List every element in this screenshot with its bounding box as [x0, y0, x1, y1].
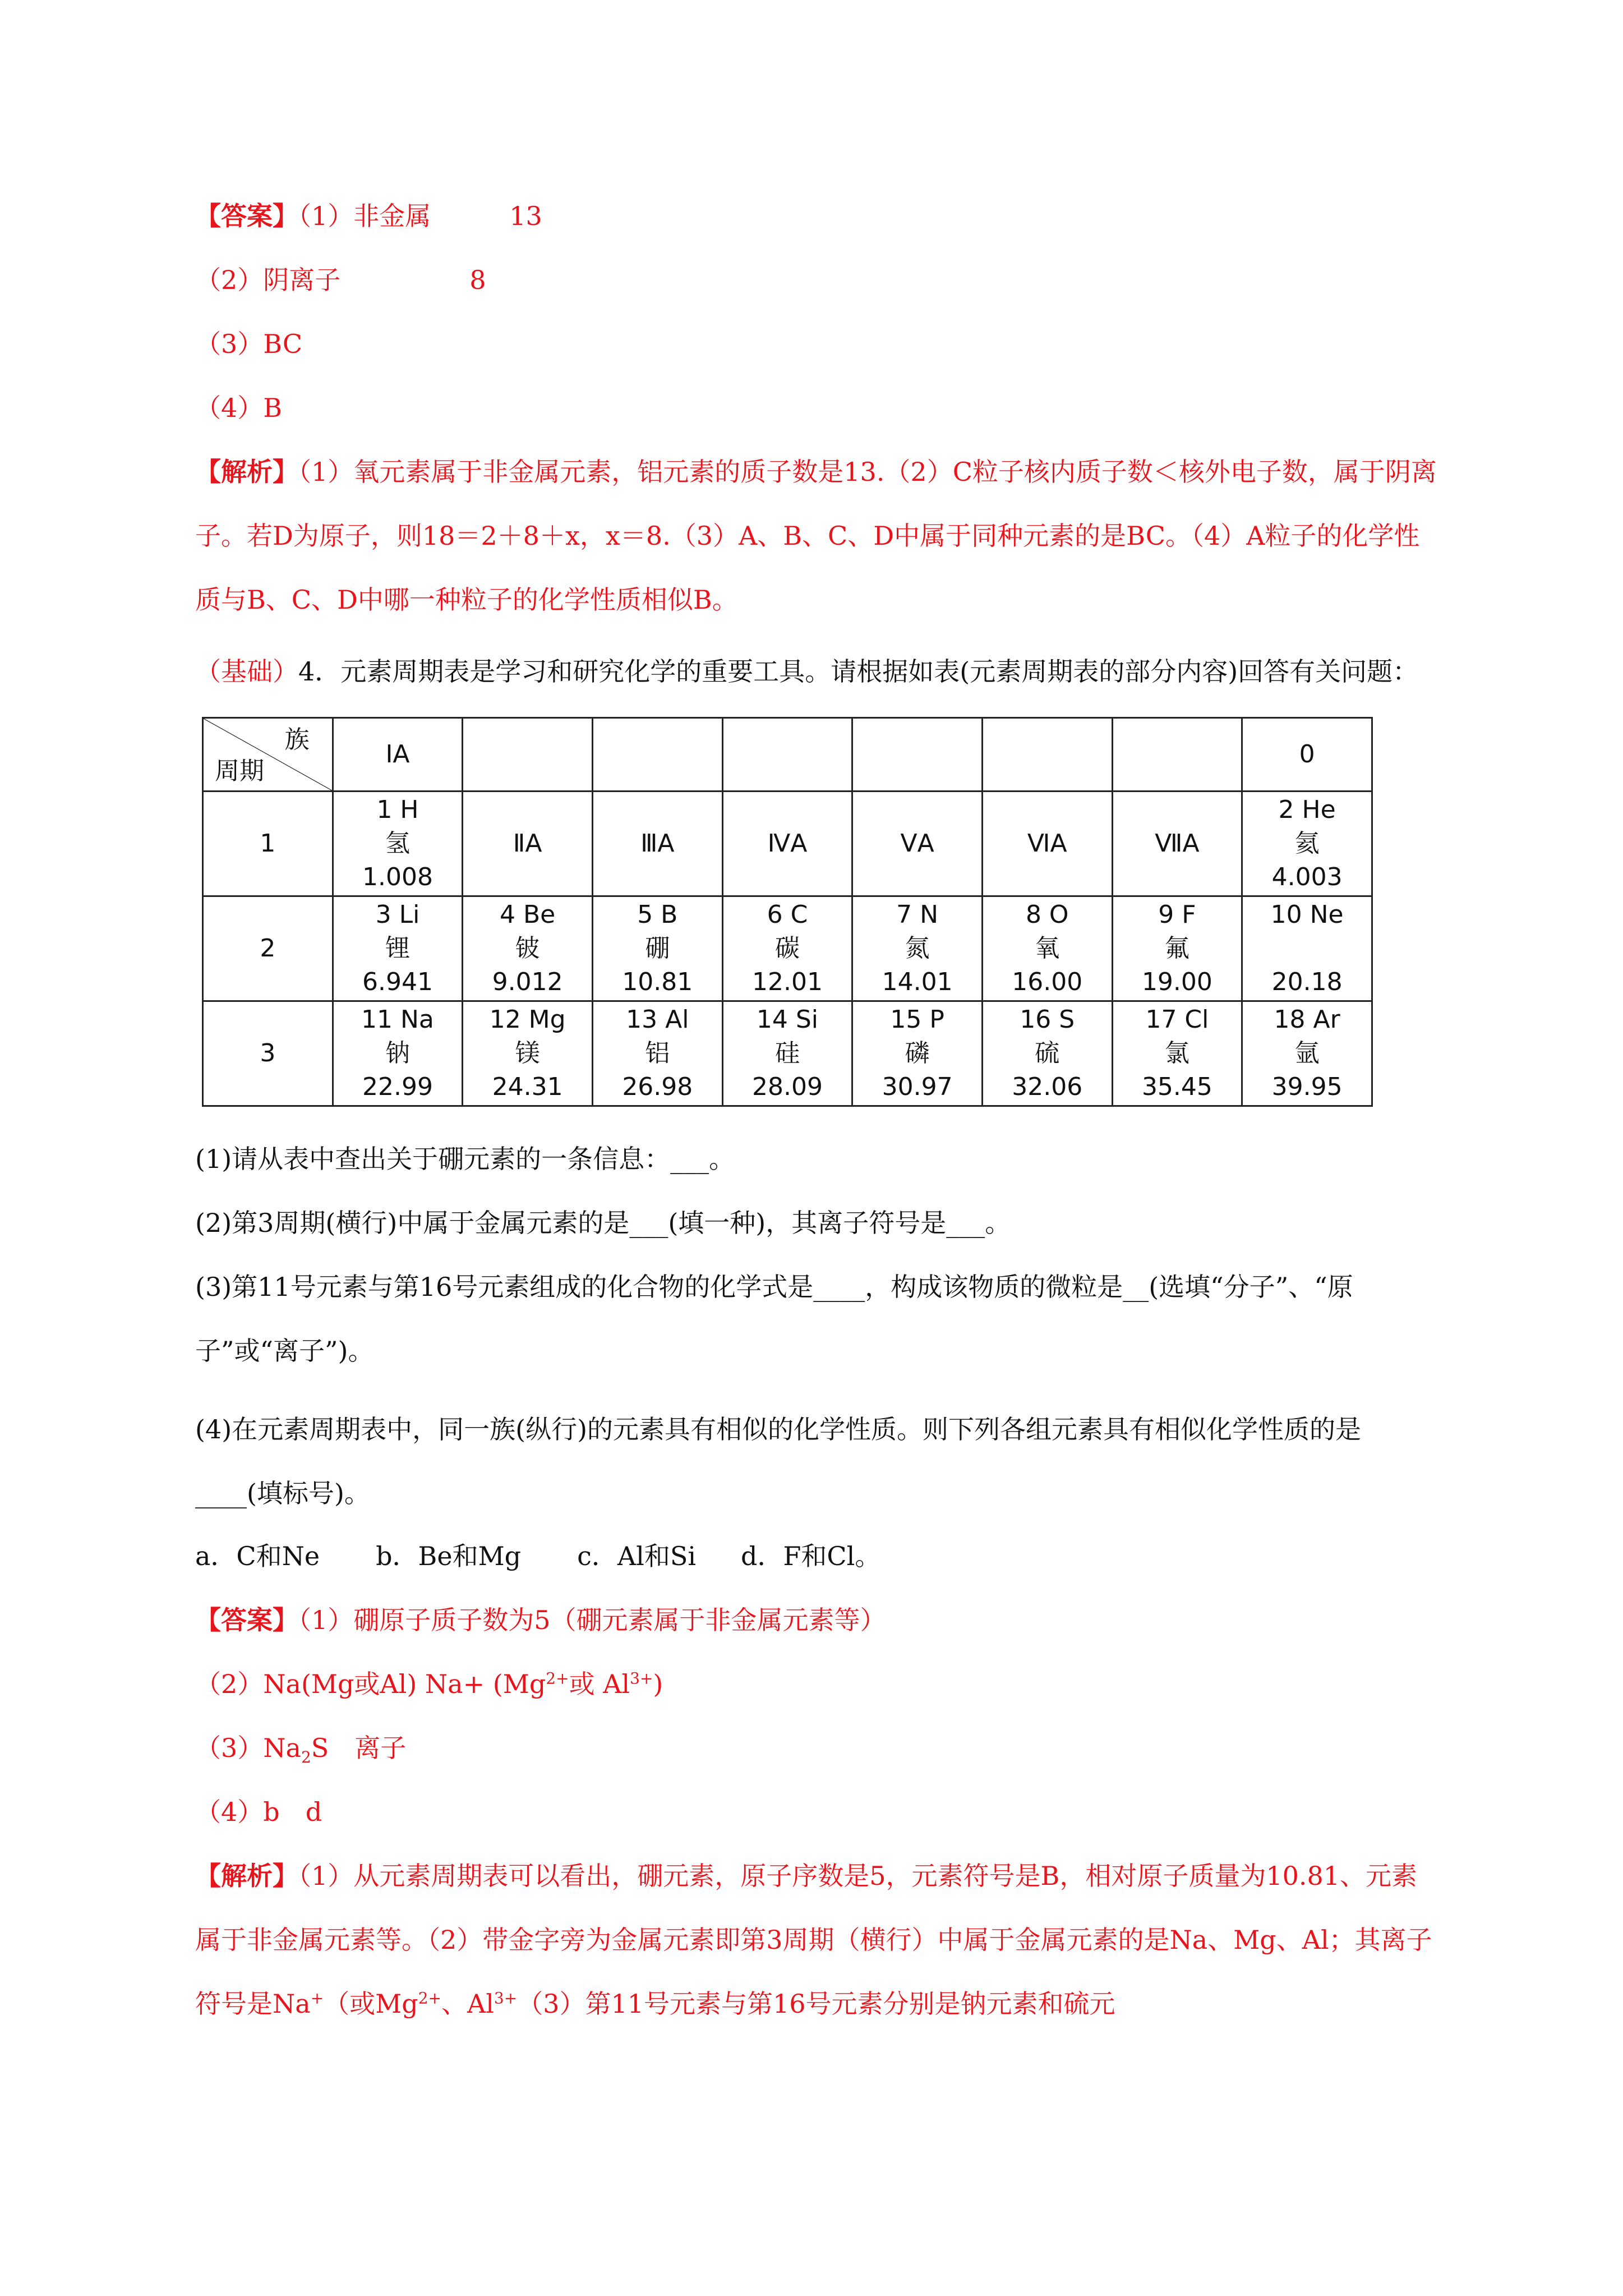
- table-row: [203, 1001, 1372, 1106]
- header-cell: [1112, 718, 1242, 792]
- question-stem: （基础）4．元素周期表是学习和研究化学的重要工具。请根据如表(元素周期表的部分内容)回答有关问题：: [195, 656, 1419, 687]
- element-cell: 7 N 氮 14.01: [852, 896, 983, 1001]
- prev-answer-line-4: （4）B: [195, 393, 283, 423]
- difficulty-tag: （基础）: [195, 656, 298, 687]
- element-cell: 16 S 硫 32.06: [982, 1001, 1112, 1106]
- period-cell: 2: [203, 896, 333, 1001]
- header-cell: [982, 718, 1112, 792]
- question-1: (1)请从表中查出关于硼元素的一条信息：___。: [195, 1144, 735, 1174]
- element-cell: 2 He 氦 4.003: [1242, 792, 1372, 896]
- answer-line-3: $(3)Na_2S$ 离子: [195, 1733, 407, 1767]
- answer-line-1: 【答案】（1）硼原子质子数为5（硼元素属于非金属元素等）: [195, 1605, 886, 1635]
- prev-analysis: 【解析】（1）氧元素属于非金属元素，铝元素的质子数是13.（2）C粒子核内质子数＜核外电子数，属于阴离子。若D为原子，则18＝2＋8＋x，x＝8.（3）A、B、C、D中属于同种元素的是BC。（4）A粒子的化学性质与B、C、D中哪一种粒子的化学性质相似B。: [195, 457, 1437, 615]
- period-cell: 3: [203, 1001, 333, 1106]
- prev-answer-line-1: 【答案】（1）非金属 13: [195, 201, 542, 231]
- prev-answer-line-2: （2）阴离子 8: [195, 265, 486, 295]
- element-cell: 10 Ne 20.18: [1242, 896, 1372, 1001]
- prev-answer-line-3: （3）BC: [195, 329, 303, 359]
- element-cell: 6 C 碳 12.01: [722, 896, 852, 1001]
- group-label: 族: [284, 725, 310, 754]
- element-cell: 11 Na 钠 22.99: [333, 1001, 463, 1106]
- page-content: [195, 200, 1440, 2067]
- period-cell: 1: [203, 792, 333, 896]
- question-3: (3)第11号元素与第16号元素组成的化合物的化学式是____，构成该物质的微粒是__(选填“分子”、“原子”或“离子”)。: [195, 1272, 1353, 1366]
- element-cell: 1 H 氢 1.008: [333, 792, 463, 896]
- element-cell: 18 Ar 氩 39.95: [1242, 1001, 1372, 1106]
- element-cell: 3 Li 锂 6.941: [333, 896, 463, 1001]
- answer-line-2: （2）Na(Mg或Al) $Na+ (Mg^{2+}$或 $Al^{3+}$): [195, 1669, 663, 1699]
- header-cell: [722, 718, 852, 792]
- header-cell: ⅠA: [333, 718, 463, 792]
- table-header-row: [203, 718, 1372, 792]
- header-cell: [463, 718, 593, 792]
- analysis-label: 【解析】: [195, 1861, 298, 1891]
- question-4: (4)在元素周期表中，同一族(纵行)的元素具有相似的化学性质。则下列各组元素具有相似化学性质的是____(填标号)。: [195, 1414, 1362, 1508]
- element-cell: 5 B 硼 10.81: [592, 896, 722, 1001]
- header-cell: [592, 718, 722, 792]
- period-label: 周期: [215, 757, 264, 785]
- periodic-table: [202, 717, 1373, 1107]
- options-line: [195, 1540, 1440, 1572]
- element-cell: 14 Si 硅 28.09: [722, 1001, 852, 1106]
- table-row: [203, 896, 1372, 1001]
- group-cell: ⅤA: [852, 792, 983, 896]
- option-d: d．F和Cl。: [741, 1541, 881, 1571]
- element-cell: 9 F 氟 19.00: [1112, 896, 1242, 1001]
- analysis-label: 【解析】: [195, 457, 298, 487]
- table-row: [203, 792, 1372, 896]
- group-cell: ⅥA: [982, 792, 1112, 896]
- header-cell: [852, 718, 983, 792]
- element-cell: 13 Al 铝 26.98: [592, 1001, 722, 1106]
- corner-cell: [203, 718, 333, 792]
- option-b: b．Be和Mg: [376, 1541, 522, 1571]
- option-a: a．C和Ne: [195, 1541, 320, 1571]
- group-cell: ⅣA: [722, 792, 852, 896]
- analysis: 【解析】（1）从元素周期表可以看出，硼元素，原子序数是5，元素符号是B，相对原子质量为10.81、元素属于非金属元素等。（2）带金字旁为金属元素即第3周期（横行）中属于金属元素的是Na、Mg、Al；其离子符号是Na+（或$Mg^{2+}$、$Al^{3+}(3)$第11号元素与第16号元素分别是钠元素和硫元: [195, 1861, 1432, 2019]
- option-c: c．Al和Si: [577, 1541, 697, 1571]
- element-cell: 15 P 磷 30.97: [852, 1001, 983, 1106]
- group-cell: ⅦA: [1112, 792, 1242, 896]
- question-2: (2)第3周期(横行)中属于金属元素的是___(填一种)，其离子符号是___。: [195, 1208, 1011, 1238]
- group-cell: ⅡA: [463, 792, 593, 896]
- header-cell: 0: [1242, 718, 1372, 792]
- periodic-table-wrapper: [202, 717, 1440, 1107]
- answer-label: 【答案】: [195, 1605, 298, 1635]
- group-cell: ⅢA: [592, 792, 722, 896]
- answer-label: 【答案】: [195, 201, 298, 231]
- answer-line-4: （4）b d: [195, 1797, 322, 1827]
- element-cell: 17 Cl 氯 35.45: [1112, 1001, 1242, 1106]
- element-cell: 12 Mg 镁 24.31: [463, 1001, 593, 1106]
- element-cell: 4 Be 铍 9.012: [463, 896, 593, 1001]
- element-cell: 8 O 氧 16.00: [982, 896, 1112, 1001]
